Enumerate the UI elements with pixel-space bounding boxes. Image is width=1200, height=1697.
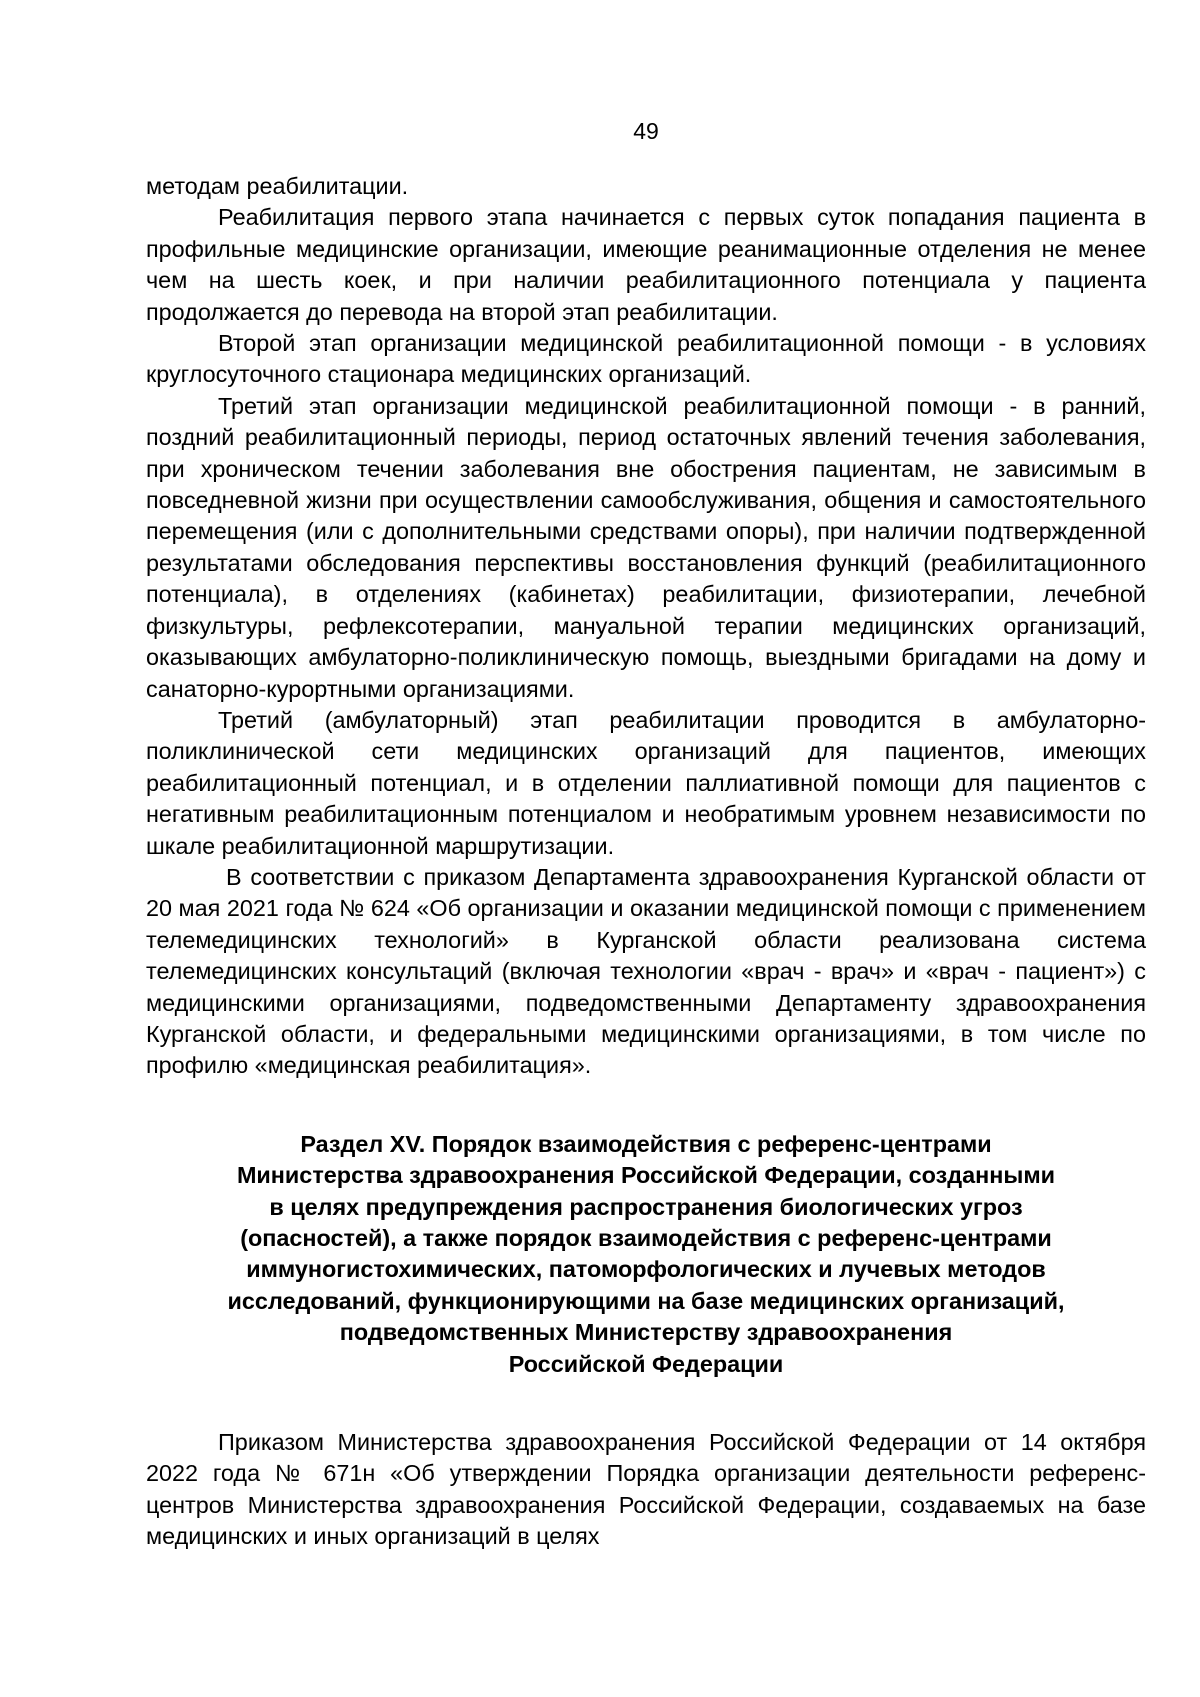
section-heading-line: подведомственных Министерству здравоохранения: [339, 1319, 953, 1346]
paragraph-second-stage: Второй этап организации медицинской реабилитационной помощи - в условиях круглосуточного стационара медицинских организаций.: [146, 330, 1146, 388]
page-number: 49: [633, 118, 659, 144]
paragraph-continuation: методам реабилитации.: [146, 173, 409, 199]
document-body: [146, 171, 1146, 1553]
section-heading-line: Российской Федерации: [508, 1350, 784, 1377]
section-heading-line: Министерства здравоохранения Российской Федерации, созданными: [236, 1162, 1056, 1189]
paragraph-third-stage-outpatient: Третий (амбулаторный) этап реабилитации проводится в амбулаторно-поликлинической сети медицинских организаций для пациентов, имеющих реабилитационный потенциал, и в отделении паллиативной помощи для пациентов с негативным реабилитационным потенциалом и необратимым уровнем независимости по шкале реабилитационной маршрутизации.: [146, 706, 1146, 859]
section-heading-line: исследований, функционирующими на базе медицинских организаций,: [227, 1287, 1065, 1314]
paragraph-telemedicine: В соответствии с приказом Департамента здравоохранения Курганской области от 20 мая 2021 года № 624 «Об организации и оказании медицинской помощи с применением телемедицинских технологий» в Курганской области реализована система телемедицинских консультаций (включая технологии «врач - врач» и «врач - пациент») с медицинскими организациями, подведомственными Департаменту здравоохранения Курганской области, и федеральными медицинскими организациями, в том числе по профилю «медицинская реабилитация».: [146, 863, 1146, 1079]
section-heading-line: иммуногистохимических, патоморфологических и лучевых методов: [246, 1256, 1046, 1283]
section-heading: [146, 1129, 1146, 1380]
paragraph-third-stage: Третий этап организации медицинской реабилитационной помощи - в ранний, поздний реабилитационный периоды, период остаточных явлений течения заболевания, при хроническом течении заболевания вне обострения пациентам, не зависимым в повседневной жизни при осуществлении самообслуживания, общения и самостоятельного перемещения (или с дополнительными средствами опоры), при наличии подтвержденной результатами обследования перспективы восстановления функций (реабилитационного потенциала), в отделениях (кабинетах) реабилитации, физиотерапии, лечебной физкультуры, рефлексотерапии, мануальной терапии медицинских организаций, оказывающих амбулаторно-поликлиническую помощь, выездными бригадами на дому и санаторно-курортными организациями.: [146, 392, 1146, 702]
paragraph-order-671n: Приказом Министерства здравоохранения Российской Федерации от 14 октября 2022 года № 671н «Об утверждении Порядка организации деятельности референс-центров Министерства здравоохранения Российской Федерации, создаваемых на базе медицинских и иных организаций в целях: [146, 1429, 1146, 1550]
section-heading-line: (опасностей), а также порядок взаимодействия с референс-центрами: [240, 1225, 1052, 1251]
section-heading-line: Раздел XV. Порядок взаимодействия с референс-центрами: [300, 1130, 992, 1157]
paragraph-first-stage: Реабилитация первого этапа начинается с первых суток попадания пациента в профильные медицинские организации, имеющие реанимационные отделения не менее чем на шесть коек, и при наличии реабилитационного потенциала у пациента продолжается до перевода на второй этап реабилитации.: [146, 204, 1146, 325]
section-heading-line: в целях предупреждения распространения биологических угроз: [269, 1193, 1023, 1220]
